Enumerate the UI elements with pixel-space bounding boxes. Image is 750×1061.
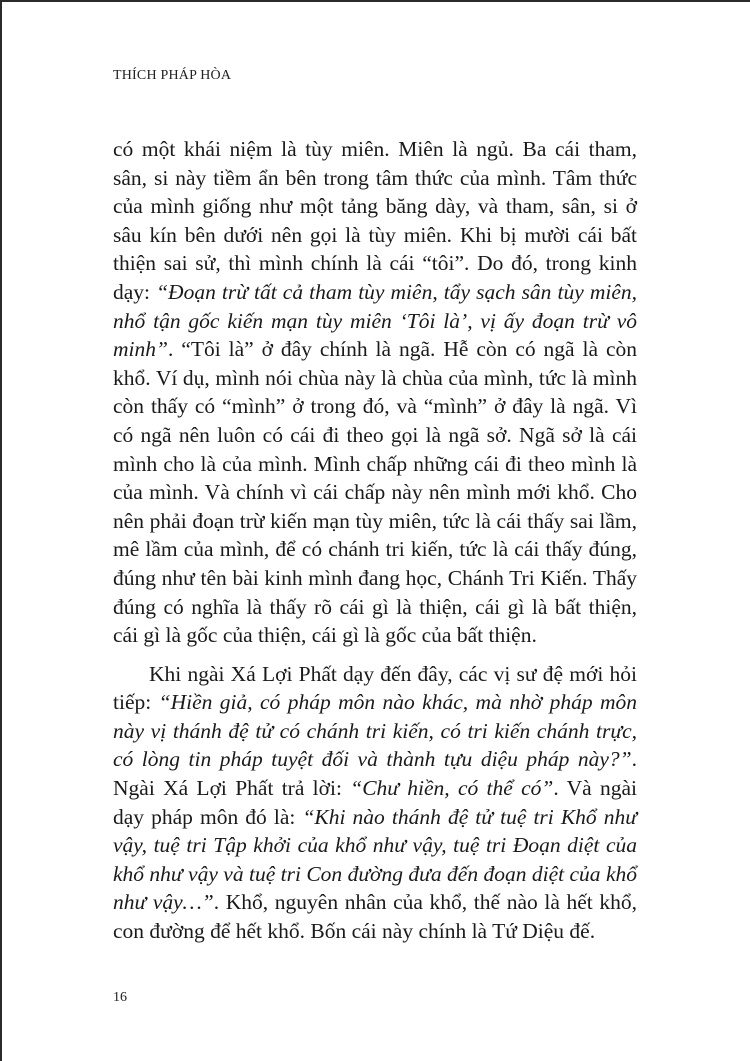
text-segment: . “Tôi là” ở đây chính là ngã. Hễ còn có ngã là còn khổ. Ví dụ, mình nói chùa này là chùa của mình, tức là mình còn thấy có “mình” ở trong đó, và “mình” ở đây là ngã. Vì có ngã nên luôn có cái đi theo gọi là ngã sở. Ngã sở là cái mình cho là của mình. Mình chấp những cái đi theo mình là của mình. Và chính vì cái chấp này nên mình mới khổ. Cho nên phải đoạn trừ kiến mạn tùy miên, tức là cái thấy sai lầm, mê lầm của mình, để có chánh tri kiến, tức là cái thấy đúng, đúng như tên bài kinh mình đang học, Chánh Tri Kiến. Thấy đúng có nghĩa là thấy rõ cái gì là thiện, cái gì là bất thiện, cái gì là gốc của thiện, cái gì là gốc của bất thiện. — [113, 337, 637, 648]
text-segment: có một khái niệm là tùy miên. Miên là ngủ. Ba cái tham, sân, si này tiềm ẩn bên trong tâm thức của mình. Tâm thức của mình giống như một tảng băng dày, và tham, sân, si ở sâu kín bên dưới nên gọi là tùy miên. Khi bị mười cái bất thiện sai sử, thì mình chính là cái “tôi”. Do đó, trong kinh dạy: — [113, 137, 637, 304]
text-segment: Khi ngài Xá Lợi Phất dạy đến đây, các vị sư đệ mới hỏi tiếp: — [113, 661, 637, 715]
text-segment: . Khổ, nguyên nhân của khổ, thế nào là hết khổ, con đường để hết khổ. Bốn cái này chính là Tứ Diệu đế. — [113, 890, 637, 944]
page-number: 16 — [113, 990, 127, 1005]
quote-segment: “Đoạn trừ tất cả tham tùy miên, tẩy sạch sân tùy miên, nhổ tận gốc kiến mạn tùy miên ‘Tôi là’, vị ấy đoạn trừ vô minh” — [113, 279, 637, 362]
paragraph-1 — [113, 135, 637, 650]
text-segment: . Và ngài dạy pháp môn đó là: — [113, 776, 637, 829]
paragraph-2 — [113, 660, 637, 946]
running-header: THÍCH PHÁP HÒA — [113, 68, 232, 83]
quote-segment: “Chư hiền, có thể có” — [350, 776, 554, 801]
quote-segment: “Khi nào thánh đệ tử tuệ tri Khổ như vậy, tuệ tri Tập khởi của khổ như vậy, tuệ tri Đoạn diệt của khổ như vậy và tuệ tri Con đường đưa đến đoạn diệt của khổ như vậy…” — [113, 804, 637, 915]
page-border-top — [0, 0, 750, 2]
text-segment: . Ngài Xá Lợi Phất trả lời: — [113, 747, 637, 801]
quote-segment: “Hiền giả, có pháp môn nào khác, mà nhờ pháp môn này vị thánh đệ tử có chánh tri kiến, có tri kiến chánh trực, có lòng tin pháp tuyệt đối và thành tựu diệu pháp này?” — [113, 690, 638, 772]
page-border-left — [0, 0, 2, 1061]
body-text — [113, 135, 637, 946]
